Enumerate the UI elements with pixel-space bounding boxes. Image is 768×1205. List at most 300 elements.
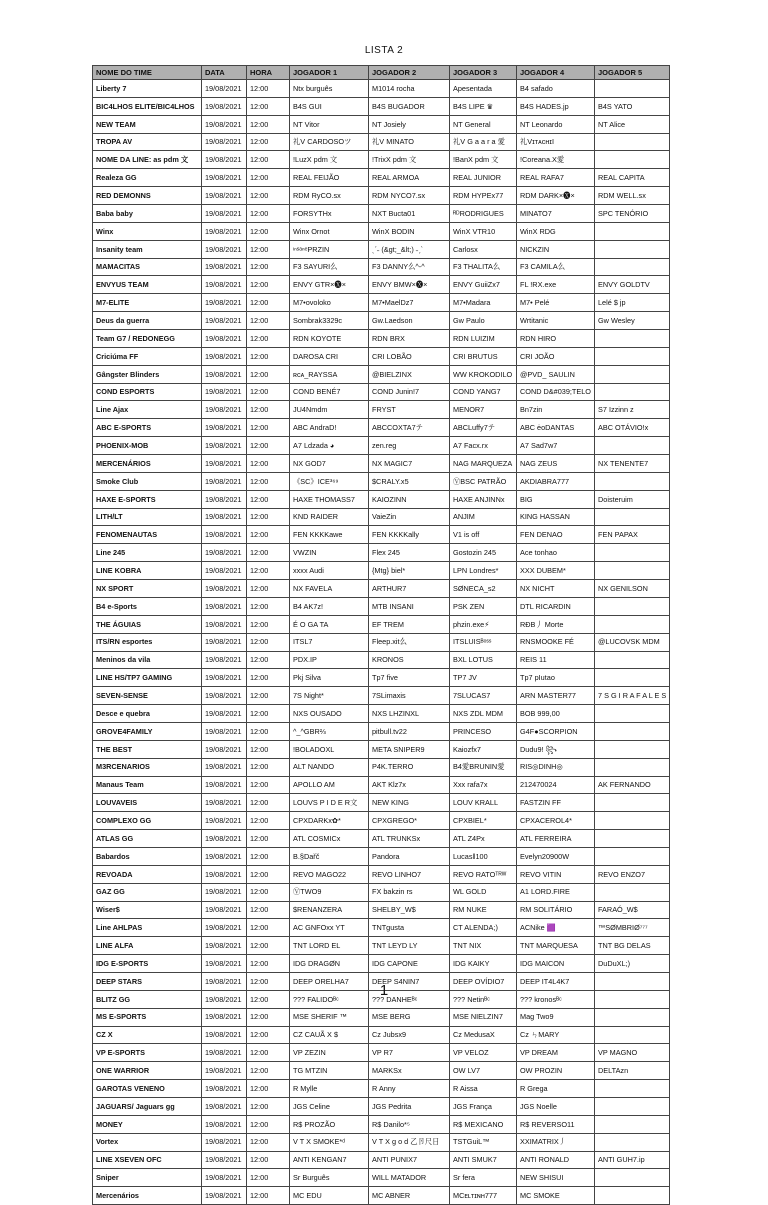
table-row <box>93 669 670 687</box>
table-row <box>93 240 670 258</box>
table-cell: M7•Madara <box>450 294 517 312</box>
table-cell: Sr fera <box>450 1169 517 1187</box>
table-cell: TP7 JV <box>450 669 517 687</box>
team-name-cell: Liberty 7 <box>93 80 202 98</box>
table-cell: ITSL7 <box>290 633 369 651</box>
table-cell: 19/08/2021 <box>202 401 247 419</box>
table-cell: CZ CAUÃ X $ <box>290 1026 369 1044</box>
table-row <box>93 294 670 312</box>
table-cell: 19/08/2021 <box>202 919 247 937</box>
team-name-cell: Line 245 <box>93 544 202 562</box>
team-name-cell: LITH/LT <box>93 508 202 526</box>
table-cell: ??? kronosᴮᶜ <box>517 990 595 1008</box>
table-cell: 7 S G I R A F A L E S <box>595 687 670 705</box>
table-cell: 12:00 <box>247 597 290 615</box>
table-cell: IDG MAICON <box>517 955 595 973</box>
table-row <box>93 687 670 705</box>
table-cell: 19/08/2021 <box>202 794 247 812</box>
table-cell: REVO ENZO7 <box>595 865 670 883</box>
table-row <box>93 562 670 580</box>
table-cell: 12:00 <box>247 1008 290 1026</box>
table-cell: 19/08/2021 <box>202 1187 247 1205</box>
table-cell: ANTI KENGAN7 <box>290 1151 369 1169</box>
team-name-cell: B4 e-Sports <box>93 597 202 615</box>
table-cell: TSTGuiL™ <box>450 1133 517 1151</box>
table-cell: Pkj Silva <box>290 669 369 687</box>
team-name-cell: GROVE4FAMILY <box>93 722 202 740</box>
team-name-cell: Realeza GG <box>93 169 202 187</box>
table-row <box>93 740 670 758</box>
table-cell: Winx Ornot <box>290 222 369 240</box>
table-cell: 19/08/2021 <box>202 347 247 365</box>
table-cell: MC EDU <box>290 1187 369 1205</box>
table-cell: 19/08/2021 <box>202 1044 247 1062</box>
table-cell: NX MAGIC7 <box>369 455 450 473</box>
table-cell: 12:00 <box>247 151 290 169</box>
table-cell: VP ZEZIN <box>290 1044 369 1062</box>
table-cell: 12:00 <box>247 901 290 919</box>
table-cell: TNTgusta <box>369 919 450 937</box>
table-cell: 12:00 <box>247 330 290 348</box>
table-cell: 礼V MINATO <box>369 133 450 151</box>
table-cell: 19/08/2021 <box>202 437 247 455</box>
table-cell <box>595 705 670 723</box>
table-cell: 19/08/2021 <box>202 1008 247 1026</box>
table-cell: 12:00 <box>247 651 290 669</box>
table-cell: XXX DUBEM* <box>517 562 595 580</box>
table-cell: RIS◎DINH◎ <box>517 758 595 776</box>
table-row <box>93 580 670 598</box>
table-row <box>93 330 670 348</box>
table-cell: 12:00 <box>247 794 290 812</box>
table-cell: 12:00 <box>247 633 290 651</box>
table-cell: @BIELZINX <box>369 365 450 383</box>
table-cell <box>595 1008 670 1026</box>
table-row <box>93 758 670 776</box>
table-cell: zen.reg <box>369 437 450 455</box>
team-name-cell: LINE XSEVEN OFC <box>93 1151 202 1169</box>
table-cell: 19/08/2021 <box>202 508 247 526</box>
table-cell: NT Alice <box>595 115 670 133</box>
table-cell: VaieZin <box>369 508 450 526</box>
table-cell: 12:00 <box>247 776 290 794</box>
team-name-cell: MONEY <box>93 1115 202 1133</box>
table-cell <box>595 133 670 151</box>
team-name-cell: LINE ALFA <box>93 937 202 955</box>
table-row <box>93 312 670 330</box>
table-row <box>93 919 670 937</box>
table-cell: ??? Netinᴮᶜ <box>450 990 517 1008</box>
table-cell: REVO RATOᵀᴿᵂ <box>450 865 517 883</box>
table-cell: JGS Celine <box>290 1097 369 1115</box>
table-cell: 19/08/2021 <box>202 151 247 169</box>
table-cell: !LuzX pdm 文 <box>290 151 369 169</box>
table-cell: 19/08/2021 <box>202 972 247 990</box>
team-name-cell: THE ÁGUIAS <box>93 615 202 633</box>
table-cell: ATL FERREIRA <box>517 830 595 848</box>
table-cell: SØNECA_s2 <box>450 580 517 598</box>
table-row <box>93 1151 670 1169</box>
table-cell: CT ALENDA;) <box>450 919 517 937</box>
table-cell: RM SOLITÁRIO <box>517 901 595 919</box>
table-cell: 12:00 <box>247 919 290 937</box>
table-cell: 19/08/2021 <box>202 740 247 758</box>
table-cell: F3 DANNY么^-^ <box>369 258 450 276</box>
table-cell: NX FAVELA <box>290 580 369 598</box>
table-cell: Tp7 pIutao <box>517 669 595 687</box>
table-row <box>93 865 670 883</box>
team-name-cell: NX SPORT <box>93 580 202 598</box>
table-cell: CRI JOÃO <box>517 347 595 365</box>
table-cell: MSE NIELZIN7 <box>450 1008 517 1026</box>
table-cell: DELTAzn <box>595 1062 670 1080</box>
table-cell: NXT Bucta01 <box>369 205 450 223</box>
table-cell: {Mtg} biel* <box>369 562 450 580</box>
table-cell: APOLLO AM <box>290 776 369 794</box>
table-cell: 19/08/2021 <box>202 812 247 830</box>
team-name-cell: LOUVAVEIS <box>93 794 202 812</box>
team-name-cell: COND ESPORTS <box>93 383 202 401</box>
table-row <box>93 437 670 455</box>
table-row <box>93 419 670 437</box>
table-cell: 12:00 <box>247 883 290 901</box>
table-cell: 19/08/2021 <box>202 294 247 312</box>
table-cell: B4S YATO <box>595 97 670 115</box>
table-cell: Cz MedusaX <box>450 1026 517 1044</box>
table-cell: TNT BG DELAS <box>595 937 670 955</box>
table-cell: ATL COSMICx <box>290 830 369 848</box>
table-cell: 19/08/2021 <box>202 865 247 883</box>
table-cell: 12:00 <box>247 955 290 973</box>
table-cell: NX NICHT <box>517 580 595 598</box>
table-cell: NT Vitor <box>290 115 369 133</box>
table-cell: 19/08/2021 <box>202 222 247 240</box>
table-row <box>93 1026 670 1044</box>
team-name-cell: Insanity team <box>93 240 202 258</box>
table-cell: B4S HADES.jp <box>517 97 595 115</box>
table-cell: VP MAGNO <box>595 1044 670 1062</box>
table-row <box>93 955 670 973</box>
table-cell: OW LV7 <box>450 1062 517 1080</box>
table-cell <box>595 562 670 580</box>
table-cell: FEN KKKKally <box>369 526 450 544</box>
table-cell: ITSLUISᴮᵒˢˢ <box>450 633 517 651</box>
table-row <box>93 633 670 651</box>
table-cell: LPN Londres* <box>450 562 517 580</box>
table-cell: 12:00 <box>247 455 290 473</box>
table-cell: 12:00 <box>247 705 290 723</box>
table-cell: REIS 11 <box>517 651 595 669</box>
table-cell: 12:00 <box>247 669 290 687</box>
team-name-cell: VP E-SPORTS <box>93 1044 202 1062</box>
table-cell: MSE SHERIF ™ <box>290 1008 369 1026</box>
table-cell: 12:00 <box>247 133 290 151</box>
table-cell: XXIMATRIX丿 <box>517 1133 595 1151</box>
table-cell: FORSYTHx <box>290 205 369 223</box>
table-cell: M7•ovoloko <box>290 294 369 312</box>
table-cell: 19/08/2021 <box>202 187 247 205</box>
table-cell: RM NUKE <box>450 901 517 919</box>
table-cell: R$ MEXICANO <box>450 1115 517 1133</box>
table-cell: COND D&#039;TELO <box>517 383 595 401</box>
table-cell: 19/08/2021 <box>202 633 247 651</box>
table-cell: ABC ėoDANTAS <box>517 419 595 437</box>
table-cell: ANTI GUH7.ip <box>595 1151 670 1169</box>
table-cell: 19/08/2021 <box>202 169 247 187</box>
table-cell: RDN HIRO <box>517 330 595 348</box>
team-name-cell: COMPLEXO GG <box>93 812 202 830</box>
table-row <box>93 1080 670 1098</box>
table-cell: Mag Two9 <box>517 1008 595 1026</box>
table-cell <box>595 883 670 901</box>
table-row <box>93 615 670 633</box>
table-cell: TNT LORD EL <box>290 937 369 955</box>
team-name-cell: ABC E-SPORTS <box>93 419 202 437</box>
table-cell: ANTI PUNIX7 <box>369 1151 450 1169</box>
table-cell: IDG DRAGØN <box>290 955 369 973</box>
table-cell: SPC TENÓRIO <box>595 205 670 223</box>
table-cell: 12:00 <box>247 1151 290 1169</box>
table-cell: BOB 999,00 <box>517 705 595 723</box>
team-name-cell: THE BEST <box>93 740 202 758</box>
table-cell: 19/08/2021 <box>202 651 247 669</box>
table-cell: Sombrak3329c <box>290 312 369 330</box>
table-cell: RDM HYPEx77 <box>450 187 517 205</box>
table-cell: LOUV KRALL <box>450 794 517 812</box>
table-cell: ABCLuffy7テ <box>450 419 517 437</box>
table-row <box>93 258 670 276</box>
team-name-cell: Criciúma FF <box>93 347 202 365</box>
table-cell: JU4Nmdm <box>290 401 369 419</box>
table-cell: EF TREM <box>369 615 450 633</box>
table-cell: META SNIPER9 <box>369 740 450 758</box>
table-cell: 19/08/2021 <box>202 1115 247 1133</box>
table-cell <box>595 1187 670 1205</box>
team-name-cell: JAGUARS/ Jaguars gg <box>93 1097 202 1115</box>
team-name-cell: CZ X <box>93 1026 202 1044</box>
team-name-cell: GAROTAS VENENO <box>93 1080 202 1098</box>
table-cell: A7 Facx.rx <box>450 437 517 455</box>
table-row <box>93 455 670 473</box>
table-cell: REVO VITIN <box>517 865 595 883</box>
table-cell <box>595 222 670 240</box>
table-cell: phzin.exe⚡ <box>450 615 517 633</box>
team-name-cell: PHOENIX-MOB <box>93 437 202 455</box>
table-cell: 礼V CARDOSOツ <box>290 133 369 151</box>
table-cell: 12:00 <box>247 437 290 455</box>
table-cell: HAXE THOMASS7 <box>290 490 369 508</box>
table-cell: 19/08/2021 <box>202 544 247 562</box>
table-cell: CPXGREGO* <box>369 812 450 830</box>
team-name-cell: BLITZ GG <box>93 990 202 1008</box>
table-cell: 19/08/2021 <box>202 472 247 490</box>
table-cell <box>595 1080 670 1098</box>
table-cell: VP VELOZ <box>450 1044 517 1062</box>
table-cell <box>595 722 670 740</box>
table-cell: !TrixX pdm 文 <box>369 151 450 169</box>
team-name-cell: HAXE E-SPORTS <box>93 490 202 508</box>
column-header: DATA <box>202 66 247 80</box>
table-cell: @LUCOVSK MDM <box>595 633 670 651</box>
table-cell: JGS França <box>450 1097 517 1115</box>
table-cell <box>595 383 670 401</box>
table-cell: 19/08/2021 <box>202 669 247 687</box>
table-cell: MENOR7 <box>450 401 517 419</box>
table-cell: !BOLADOXL <box>290 740 369 758</box>
table-cell: Evelyn20900W <box>517 847 595 865</box>
table-cell: 12:00 <box>247 1026 290 1044</box>
table-cell <box>595 669 670 687</box>
table-cell: COND BENÉ7 <box>290 383 369 401</box>
table-row <box>93 776 670 794</box>
table-cell: RÐB丿 Morte <box>517 615 595 633</box>
table-cell: MARKSx <box>369 1062 450 1080</box>
table-cell: NEW KING <box>369 794 450 812</box>
table-cell: FRYST <box>369 401 450 419</box>
table-cell: NXS ZDL MDM <box>450 705 517 723</box>
table-cell: 19/08/2021 <box>202 80 247 98</box>
table-cell: 19/08/2021 <box>202 330 247 348</box>
team-name-cell: Babardos <box>93 847 202 865</box>
table-cell: COND Junin!7 <box>369 383 450 401</box>
list-title: LISTA 2 <box>364 45 404 56</box>
table-cell: B4 safado <box>517 80 595 98</box>
table-cell: CRI LOBÃO <box>369 347 450 365</box>
table-cell <box>595 847 670 865</box>
table-cell: ANTI SMUK7 <box>450 1151 517 1169</box>
table-cell: WinX BODIN <box>369 222 450 240</box>
table-cell: IDG KAIKY <box>450 955 517 973</box>
table-cell: 12:00 <box>247 169 290 187</box>
table-cell: 19/08/2021 <box>202 1133 247 1151</box>
table-cell <box>595 794 670 812</box>
column-header: JOGADOR 4 <box>517 66 595 80</box>
table-cell: MTB INSANI <box>369 597 450 615</box>
table-cell <box>595 812 670 830</box>
table-cell <box>595 240 670 258</box>
table-cell: 19/08/2021 <box>202 937 247 955</box>
table-cell: NX GOD7 <box>290 455 369 473</box>
table-cell: 12:00 <box>247 687 290 705</box>
table-cell <box>595 758 670 776</box>
table-cell: 7SLUCAS7 <box>450 687 517 705</box>
table-row <box>93 222 670 240</box>
table-cell: KING HASSAN <box>517 508 595 526</box>
table-cell: RDM WELL.sx <box>595 187 670 205</box>
team-name-cell: Gângster Blinders <box>93 365 202 383</box>
table-cell: B4S GUI <box>290 97 369 115</box>
table-cell: ABC AndraD! <box>290 419 369 437</box>
table-cell: 19/08/2021 <box>202 722 247 740</box>
table-cell: 19/08/2021 <box>202 205 247 223</box>
table-cell: VWZIN <box>290 544 369 562</box>
table-cell: $RENANZERA <box>290 901 369 919</box>
team-name-cell: GAZ GG <box>93 883 202 901</box>
table-cell: 19/08/2021 <box>202 1169 247 1187</box>
table-cell: 12:00 <box>247 937 290 955</box>
table-row <box>93 205 670 223</box>
table-cell: 12:00 <box>247 758 290 776</box>
table-cell: 12:00 <box>247 222 290 240</box>
table-cell: R$ Danilo*⁵ <box>369 1115 450 1133</box>
table-cell: 19/08/2021 <box>202 776 247 794</box>
table-cell: 19/08/2021 <box>202 526 247 544</box>
table-cell: 19/08/2021 <box>202 133 247 151</box>
table-cell: R$ REVERSO11 <box>517 1115 595 1133</box>
team-name-cell: REVOADA <box>93 865 202 883</box>
table-cell <box>595 1115 670 1133</box>
table-cell: Ace tonhao <box>517 544 595 562</box>
table-cell: Carlosx <box>450 240 517 258</box>
table-row <box>93 1115 670 1133</box>
team-name-cell: NOME DA LINE: as pdm 文 <box>93 151 202 169</box>
table-cell: WinX RDG <box>517 222 595 240</box>
table-cell: ʀᴄᴀ_RAYSSA <box>290 365 369 383</box>
table-cell: 12:00 <box>247 187 290 205</box>
team-name-cell: ATLAS GG <box>93 830 202 848</box>
table-cell: ˎˊ˗ (&gt;_&lt;) ˗ˏˋ <box>369 240 450 258</box>
table-cell: KND RAIDER <box>290 508 369 526</box>
table-cell: Gw Wesley <box>595 312 670 330</box>
table-cell: ACNike 🟪 <box>517 919 595 937</box>
table-cell: A1 LORD.FIRE <box>517 883 595 901</box>
team-name-cell: M7-ELITE <box>93 294 202 312</box>
table-cell: ANJIM <box>450 508 517 526</box>
table-cell: R Grega <box>517 1080 595 1098</box>
table-cell: Dudu9! ꧂ <box>517 740 595 758</box>
table-row <box>93 151 670 169</box>
team-name-cell: SEVEN-SENSE <box>93 687 202 705</box>
table-cell: B4S LIPE ♛ <box>450 97 517 115</box>
column-header: JOGADOR 5 <box>595 66 670 80</box>
table-row <box>93 722 670 740</box>
table-cell: 19/08/2021 <box>202 455 247 473</box>
table-cell: @PVD_ SAULIN <box>517 365 595 383</box>
table-cell <box>595 151 670 169</box>
table-cell: TG MTZIN <box>290 1062 369 1080</box>
table-row <box>93 347 670 365</box>
table-cell: PRINCESO <box>450 722 517 740</box>
table-cell: R Anny <box>369 1080 450 1098</box>
table-cell: MSE BERG <box>369 1008 450 1026</box>
team-name-cell: DEEP STARS <box>93 972 202 990</box>
table-cell: ENVY GTR×🅧× <box>290 276 369 294</box>
team-name-cell: IDG E-SPORTS <box>93 955 202 973</box>
table-cell <box>595 508 670 526</box>
table-cell: Cz ㄣMARY <box>517 1026 595 1044</box>
table-cell: Pandora <box>369 847 450 865</box>
table-cell: Gw.Laedson <box>369 312 450 330</box>
table-cell: B4 AK7z! <box>290 597 369 615</box>
table-cell <box>595 1026 670 1044</box>
team-name-cell: ONE WARRIOR <box>93 1062 202 1080</box>
table-cell: 12:00 <box>247 115 290 133</box>
table-cell: ATL TRUNKSx <box>369 830 450 848</box>
table-cell: 19/08/2021 <box>202 883 247 901</box>
table-cell: REVO MAGO22 <box>290 865 369 883</box>
table-cell: REAL ARMOA <box>369 169 450 187</box>
table-cell: REAL JUNIOR <box>450 169 517 187</box>
table-cell: MC SMOKE <box>517 1187 595 1205</box>
table-cell: Cz Jubsx9 <box>369 1026 450 1044</box>
table-cell: 12:00 <box>247 276 290 294</box>
team-name-cell: Manaus Team <box>93 776 202 794</box>
column-header: JOGADOR 3 <box>450 66 517 80</box>
table-cell <box>595 258 670 276</box>
table-row <box>93 1187 670 1205</box>
team-name-cell: Winx <box>93 222 202 240</box>
table-cell: WL GOLD <box>450 883 517 901</box>
